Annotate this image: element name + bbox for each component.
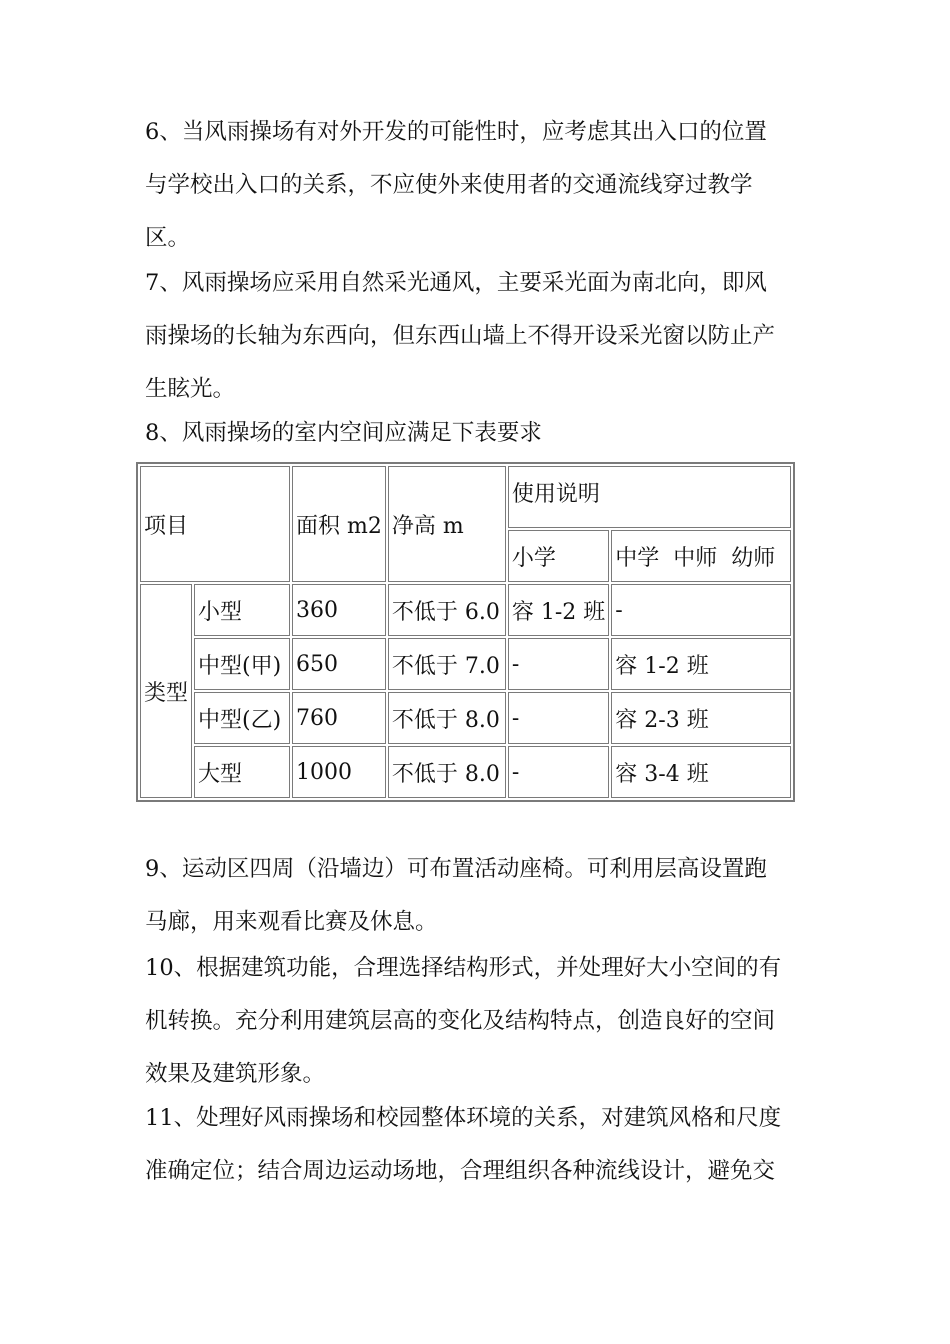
text-line: 准确定位；结合周边运动场地，合理组织各种流线设计，避免交: [145, 1158, 776, 1184]
text-line: 6、当风雨操场有对外开发的可能性时，应考虑其出入口的位置: [145, 119, 767, 145]
text-line: 7、风雨操场应采用自然采光通风，主要采光面为南北向，即风: [145, 270, 767, 296]
cell-height: 不低于 8.0: [388, 746, 506, 798]
text-line: 区。: [145, 225, 191, 251]
header-secondary: 中学 中师 幼师: [611, 530, 791, 582]
cell-secondary: 容 1-2 班: [611, 638, 791, 690]
cell-height: 不低于 8.0: [388, 692, 506, 744]
paragraph-11: [145, 1092, 813, 1198]
text-line: 11、处理好风雨操场和校园整体环境的关系，对建筑风格和尺度: [145, 1105, 782, 1131]
text-line: 与学校出入口的关系，不应使外来使用者的交通流线穿过教学: [145, 172, 753, 198]
table-row: [140, 584, 791, 636]
table-row: [140, 746, 791, 798]
header-primary: 小学: [508, 530, 609, 582]
cell-area: 1000: [292, 746, 386, 798]
text-line: 效果及建筑形象。: [145, 1061, 326, 1087]
paragraph-6: [145, 106, 813, 265]
header-area: 面积 m2: [292, 466, 386, 582]
header-item: 项目: [140, 466, 290, 582]
text-line: 雨操场的长轴为东西向，但东西山墙上不得开设采光窗以防止产: [145, 323, 776, 349]
cell-area: 360: [292, 584, 386, 636]
text-line: 机转换。充分利用建筑层高的变化及结构特点，创造良好的空间: [145, 1008, 776, 1034]
text-line: 生眩光。: [145, 376, 236, 402]
cell-primary: -: [508, 692, 609, 744]
paragraph-9: [145, 843, 813, 949]
cell-secondary: 容 3-4 班: [611, 746, 791, 798]
header-usage: 使用说明: [508, 466, 791, 528]
text-line: 10、根据建筑功能，合理选择结构形式，并处理好大小空间的有: [145, 955, 782, 981]
table-row: [140, 692, 791, 744]
cell-name: 小型: [194, 584, 290, 636]
cell-height: 不低于 6.0: [388, 584, 506, 636]
text-line: 8、风雨操场的室内空间应满足下表要求: [145, 420, 542, 446]
paragraph-10: [145, 942, 813, 1101]
cell-primary: -: [508, 638, 609, 690]
cell-name: 大型: [194, 746, 290, 798]
cell-secondary: 容 2-3 班: [611, 692, 791, 744]
requirements-table: [136, 462, 795, 802]
table-row: [140, 638, 791, 690]
cell-primary: 容 1-2 班: [508, 584, 609, 636]
text-line: 9、运动区四周（沿墙边）可布置活动座椅。可利用层高设置跑: [145, 856, 767, 882]
paragraph-8: [145, 407, 813, 460]
cell-height: 不低于 7.0: [388, 638, 506, 690]
type-label: 类型: [140, 584, 192, 798]
cell-area: 650: [292, 638, 386, 690]
paragraph-7: [145, 257, 813, 416]
cell-primary: -: [508, 746, 609, 798]
cell-name: 中型(乙): [194, 692, 290, 744]
cell-name: 中型(甲): [194, 638, 290, 690]
header-height: 净高 m: [388, 466, 506, 582]
cell-secondary: -: [611, 584, 791, 636]
cell-area: 760: [292, 692, 386, 744]
text-line: 马廊，用来观看比赛及休息。: [145, 909, 438, 935]
